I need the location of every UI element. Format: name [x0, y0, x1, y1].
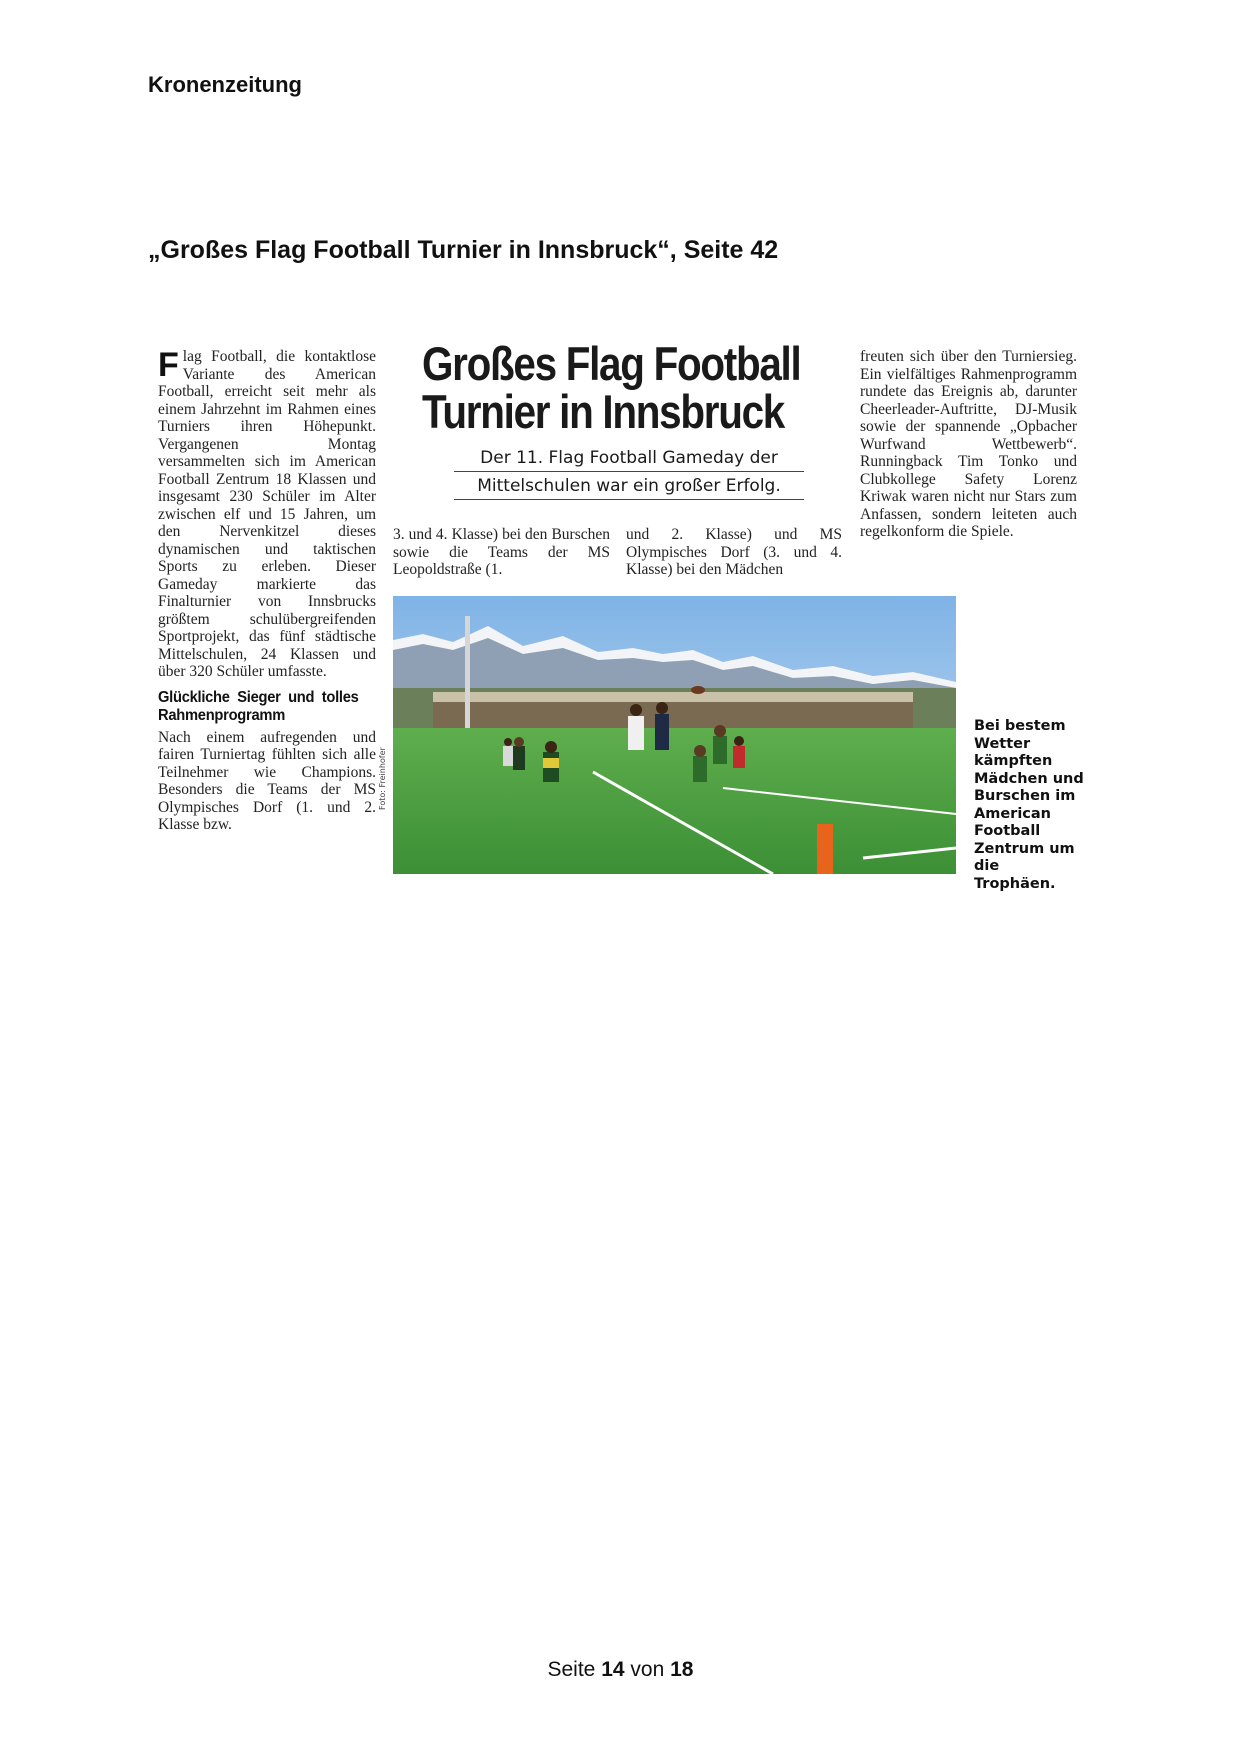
article-column-4-text: freuten sich über den Turniersieg. Ein vielfältiges Rahmenprogramm rundete das Ereignis ab, darunter Cheerleader-Auftritte, DJ-Musik sowie der spannende „Opbacher Wurfwand Wettbewerb“. Runningback Tim Tonko und Clubkollege Safety Lorenz Kriwak waren nicht nur Stars zum Anfassen, sondern leiteten auch regelkonform die Spiele. [860, 348, 1077, 540]
article-intro-text: lag Football, die kontaktlose Variante des American Football, erreicht seit mehr als einem Jahrzehnt im Rahmen eines Turniers ihren Höhepunkt. Vergangenen Montag versammelten sich im American Football Zentrum 18 Klassen und insgesamt 230 Schüler im Alter zwischen elf und 15 Jahren, um den Nervenkitzel dieses dynamischen und taktischen Sports zu erleben. Dieser Gameday markierte das Finalturnier von Innsbrucks größtem schulübergreifenden Sportprojekt, das fünf städtische Mittelschulen, 24 Klassen und über 320 Schüler umfasste. [158, 348, 376, 680]
document-title: „Großes Flag Football Turnier in Innsbruck“, Seite 42 [148, 236, 779, 264]
photo-credit: Foto: Freinhofer [378, 747, 387, 810]
page-label: Seite [547, 1658, 596, 1681]
article-column-2-text: 3. und 4. Klasse) bei den Burschen sowie die Teams der MS Leopoldstraße (1. [393, 526, 610, 578]
newspaper-clipping [156, 337, 1084, 892]
total-page-count: 18 [670, 1658, 694, 1681]
deck-line-1: Der 11. Flag Football Gameday der [454, 444, 804, 472]
article-column-2 [393, 526, 610, 579]
article-column-1 [158, 348, 376, 834]
headline-line-2: Turnier in Innsbruck [422, 385, 784, 438]
article-column-4 [860, 348, 1077, 541]
grandstand [433, 702, 913, 730]
light-pole [465, 616, 470, 736]
current-page-number: 14 [601, 1658, 625, 1681]
article-subhead: Glückliche Sieger und tolles Rahmenprogramm [158, 688, 359, 724]
article-column-3-text: und 2. Klasse) und MS Olympisches Dorf (3. und 4. Klasse) bei den Mädchen [626, 526, 842, 578]
article-headline [422, 337, 801, 438]
photo-caption: Bei bestem Wetter kämpften Mädchen und Burschen im American Football Zentrum um die Trophäen. [974, 718, 1084, 892]
football [691, 686, 705, 694]
page-of-label: von [630, 1658, 665, 1681]
article-deck [454, 444, 804, 500]
article-column-3 [626, 526, 842, 579]
end-zone-pylon [817, 824, 833, 874]
article-text-continued: Nach einem aufregenden und fairen Turniertag fühlten sich alle Teilnehmer wie Champions. Besonders die Teams der MS Olympisches Dorf (1. und 2. Klasse bzw. [158, 728, 376, 833]
grandstand-roof [433, 692, 913, 702]
source-name: Kronenzeitung [148, 72, 302, 97]
article-photo [393, 596, 956, 874]
dropcap: F [158, 346, 179, 384]
football-field-photo [393, 596, 956, 874]
page-footer [0, 1658, 1241, 1682]
field-turf [393, 728, 956, 874]
headline-line-1: Großes Flag Football [422, 337, 801, 390]
deck-line-2: Mittelschulen war ein großer Erfolg. [454, 472, 804, 500]
